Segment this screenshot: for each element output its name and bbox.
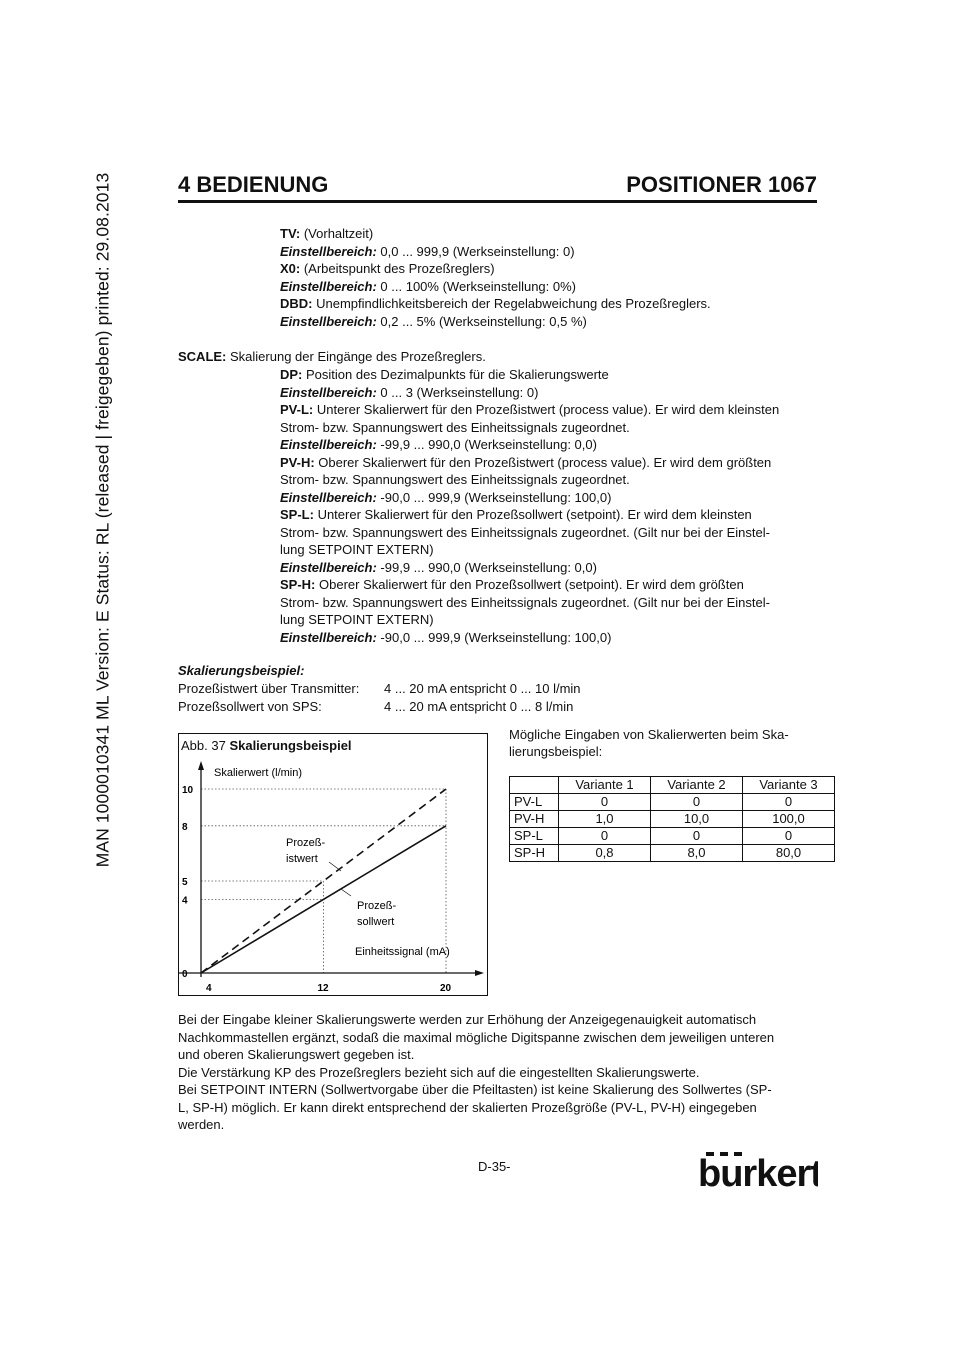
figure-title: Skalierungsbeispiel <box>229 738 352 753</box>
line-text: (Vorhaltzeit) <box>300 226 374 241</box>
column-header: Variante 3 <box>743 777 835 794</box>
paragraph-line: und oberen Skalierungswert gegeben ist. <box>178 1047 415 1062</box>
text-line <box>280 401 779 418</box>
istwert-label-2: istwert <box>286 853 318 865</box>
istwert-pointer <box>329 862 341 871</box>
example-title: Skalierungsbeispiel: <box>178 663 305 678</box>
paragraph-line: Nachkommastellen ergänzt, sodaß die maximal mögliche Digitspanne zwischen dem jeweiligen unteren <box>178 1029 775 1045</box>
text-line <box>280 295 711 312</box>
column-header <box>510 777 559 794</box>
figure-number: Abb. 37 <box>181 738 230 753</box>
line-text: Oberer Skalierwert für den Prozeßistwert (process value). Er wird dem größten <box>314 454 772 470</box>
x-axis-label: Einheitssignal (mA) <box>355 946 450 958</box>
line-text: Strom- bzw. Spannungswert des Einheitssignals zugeordnet. (Gilt nur bei der Einstel- <box>280 594 770 610</box>
scale-heading <box>178 348 486 365</box>
range-label: Einstellbereich: <box>280 384 377 400</box>
table-cell: 0 <box>743 828 835 845</box>
y-tick-label: 8 <box>182 821 188 833</box>
table-row <box>510 794 835 811</box>
table-cell: 80,0 <box>743 845 835 862</box>
row-label: PV-H <box>510 811 559 828</box>
line-text: lung SETPOINT EXTERN) <box>280 612 434 627</box>
parameter-label: DP: <box>280 367 303 382</box>
parameter-label: PV-L: <box>280 402 314 417</box>
line-text: -90,0 ... 999,9 (Werkseinstellung: 100,0) <box>376 489 612 505</box>
y-tick-label: 10 <box>182 785 194 796</box>
table-cell: 1,0 <box>559 811 651 828</box>
scaling-values-table <box>509 776 835 862</box>
parameter-label: PV-H: <box>280 454 315 470</box>
example-value: 4 ... 20 mA entspricht 0 ... 8 l/min <box>384 698 574 714</box>
line-text: Unterer Skalierwert für den Prozeßistwert (process value). Er wird dem kleinsten <box>313 402 780 417</box>
row-label: SP-H <box>510 845 559 862</box>
line-text: Position des Dezimalpunkts für die Skalierungswerte <box>302 367 609 382</box>
table-cell: 100,0 <box>743 811 835 828</box>
line-text: 0,2 ... 5% (Werkseinstellung: 0,5 %) <box>376 313 587 329</box>
line-text: Skalierung der Eingänge des Prozeßreglers. <box>226 349 486 364</box>
line-text: lung SETPOINT EXTERN) <box>280 542 434 557</box>
sollwert-label-1: Prozeß- <box>357 900 397 912</box>
table-header-row <box>510 777 835 794</box>
table-row <box>510 828 835 845</box>
line-text: -99,9 ... 990,0 (Werkseinstellung: 0,0) <box>376 559 597 575</box>
text-line <box>280 576 744 593</box>
text-line <box>280 384 538 401</box>
table-cell: 0 <box>651 794 743 811</box>
parameter-label: SP-H: <box>280 577 316 592</box>
parameter-label: X0: <box>280 261 301 276</box>
line-text: 0,0 ... 999,9 (Werkseinstellung: 0) <box>376 243 575 259</box>
parameter-label: SP-L: <box>280 507 314 522</box>
chapter-title: 4 BEDIENUNG <box>178 172 329 197</box>
text-line <box>280 611 434 628</box>
svg-text:burkert: burkert <box>698 1153 818 1192</box>
y-tick-label: 0 <box>182 969 188 980</box>
product-title: POSITIONER 1067 <box>626 172 817 197</box>
line-text: Unterer Skalierwert für den Prozeßsollwert (setpoint). Er wird dem kleinsten <box>313 507 752 522</box>
x-tick-label: 20 <box>440 983 452 994</box>
text-line <box>280 278 576 295</box>
table-cell: 0 <box>559 794 651 811</box>
table-intro-1: Mögliche Eingaben von Skalierwerten beim Ska- <box>509 727 789 742</box>
line-text: 0 ... 3 (Werkseinstellung: 0) <box>376 384 539 400</box>
paragraph-line: L, SP-H) möglich. Er kann direkt entsprechend der skalierten Prozeßgröße (PV-L, PV-H) eingegeben <box>178 1099 757 1115</box>
example-label: Prozeßistwert über Transmitter: <box>178 681 360 696</box>
table-cell: 0,8 <box>559 845 651 862</box>
table-cell: 0 <box>743 794 835 811</box>
text-line <box>280 419 630 436</box>
line-text: (Arbeitspunkt des Prozeßreglers) <box>300 261 495 276</box>
parameter-label: TV: <box>280 226 301 241</box>
range-label: Einstellbereich: <box>280 489 377 505</box>
range-label: Einstellbereich: <box>280 559 377 575</box>
table-cell: 0 <box>559 828 651 845</box>
paragraph-line: Die Verstärkung KP des Prozeßreglers bezieht sich auf die eingestellten Skalierungswerte. <box>178 1064 700 1080</box>
paragraph-line: Bei der Eingabe kleiner Skalierungswerte werden zur Erhöhung der Anzeigegenauigkeit automatisch <box>178 1012 757 1027</box>
line-text: Unempfindlichkeitsbereich der Regelabweichung des Prozeßreglers. <box>312 296 711 311</box>
y-axis-label: Skalierwert (l/min) <box>214 767 303 779</box>
paragraph-line: werden. <box>178 1117 225 1132</box>
istwert-label-1: Prozeß- <box>286 837 326 849</box>
y-axis-arrow <box>198 761 204 770</box>
document-status-sidebar: MAN 1000010341 ML Version: E Status: RL (released | freigegeben) printed: 29.08.2013 <box>92 172 113 868</box>
line-text: Strom- bzw. Spannungswert des Einheitssignals zugeordnet. <box>280 472 630 487</box>
row-label: PV-L <box>510 794 559 811</box>
line-text: Oberer Skalierwert für den Prozeßsollwert (setpoint). Er wird dem größten <box>315 577 744 592</box>
text-line <box>280 629 611 646</box>
column-header: Variante 2 <box>651 777 743 794</box>
example-label: Prozeßsollwert von SPS: <box>178 698 322 714</box>
y-tick-label: 5 <box>182 877 188 888</box>
paragraph-line: Bei SETPOINT INTERN (Sollwertvorgabe über die Pfeiltasten) ist keine Skalierung des Sollwertes (SP- <box>178 1082 772 1097</box>
table-cell: 10,0 <box>651 811 743 828</box>
text-line <box>280 559 597 576</box>
x-axis-arrow <box>475 970 484 976</box>
table-row <box>510 845 835 862</box>
table-cell: 0 <box>651 828 743 845</box>
x-tick-label: 12 <box>317 983 329 994</box>
page-header <box>178 172 817 203</box>
y-tick-label: 4 <box>182 895 188 907</box>
line-text: Strom- bzw. Spannungswert des Einheitssignals zugeordnet. (Gilt nur bei der Einstel- <box>280 524 770 540</box>
chart-plot <box>179 734 487 995</box>
text-line <box>280 366 609 383</box>
line-text: -90,0 ... 999,9 (Werkseinstellung: 100,0) <box>376 629 612 645</box>
burkert-logo <box>698 1152 818 1202</box>
page-number: D-35- <box>478 1159 511 1174</box>
text-line <box>280 506 752 523</box>
parameter-label: SCALE: <box>178 349 227 364</box>
line-text: -99,9 ... 990,0 (Werkseinstellung: 0,0) <box>376 437 597 452</box>
range-label: Einstellbereich: <box>280 313 377 329</box>
x-tick-label: 4 <box>206 983 212 994</box>
table-intro-2: lierungsbeispiel: <box>509 744 603 759</box>
range-label: Einstellbereich: <box>280 278 377 294</box>
text-line <box>280 454 771 471</box>
text-line <box>280 313 587 330</box>
range-label: Einstellbereich: <box>280 243 377 259</box>
table-row <box>510 811 835 828</box>
text-line <box>280 225 373 242</box>
sollwert-label-2: sollwert <box>357 916 395 928</box>
column-header: Variante 1 <box>559 777 651 794</box>
example-value: 4 ... 20 mA entspricht 0 ... 10 l/min <box>384 681 581 696</box>
range-label: Einstellbereich: <box>280 629 377 645</box>
row-label: SP-L <box>510 828 559 845</box>
text-line <box>280 260 495 277</box>
text-line <box>280 489 611 506</box>
text-line <box>280 541 434 558</box>
text-line <box>280 471 630 488</box>
sollwert-pointer <box>341 889 351 896</box>
text-line <box>280 243 575 260</box>
line-text: 0 ... 100% (Werkseinstellung: 0%) <box>376 278 576 294</box>
text-line <box>280 436 597 453</box>
text-line <box>280 594 770 611</box>
line-text: Strom- bzw. Spannungswert des Einheitssignals zugeordnet. <box>280 419 630 435</box>
table-cell: 8,0 <box>651 845 743 862</box>
range-label: Einstellbereich: <box>280 437 377 452</box>
text-line <box>280 524 770 541</box>
figure-scaling-example <box>178 733 488 996</box>
parameter-label: DBD: <box>280 296 313 311</box>
